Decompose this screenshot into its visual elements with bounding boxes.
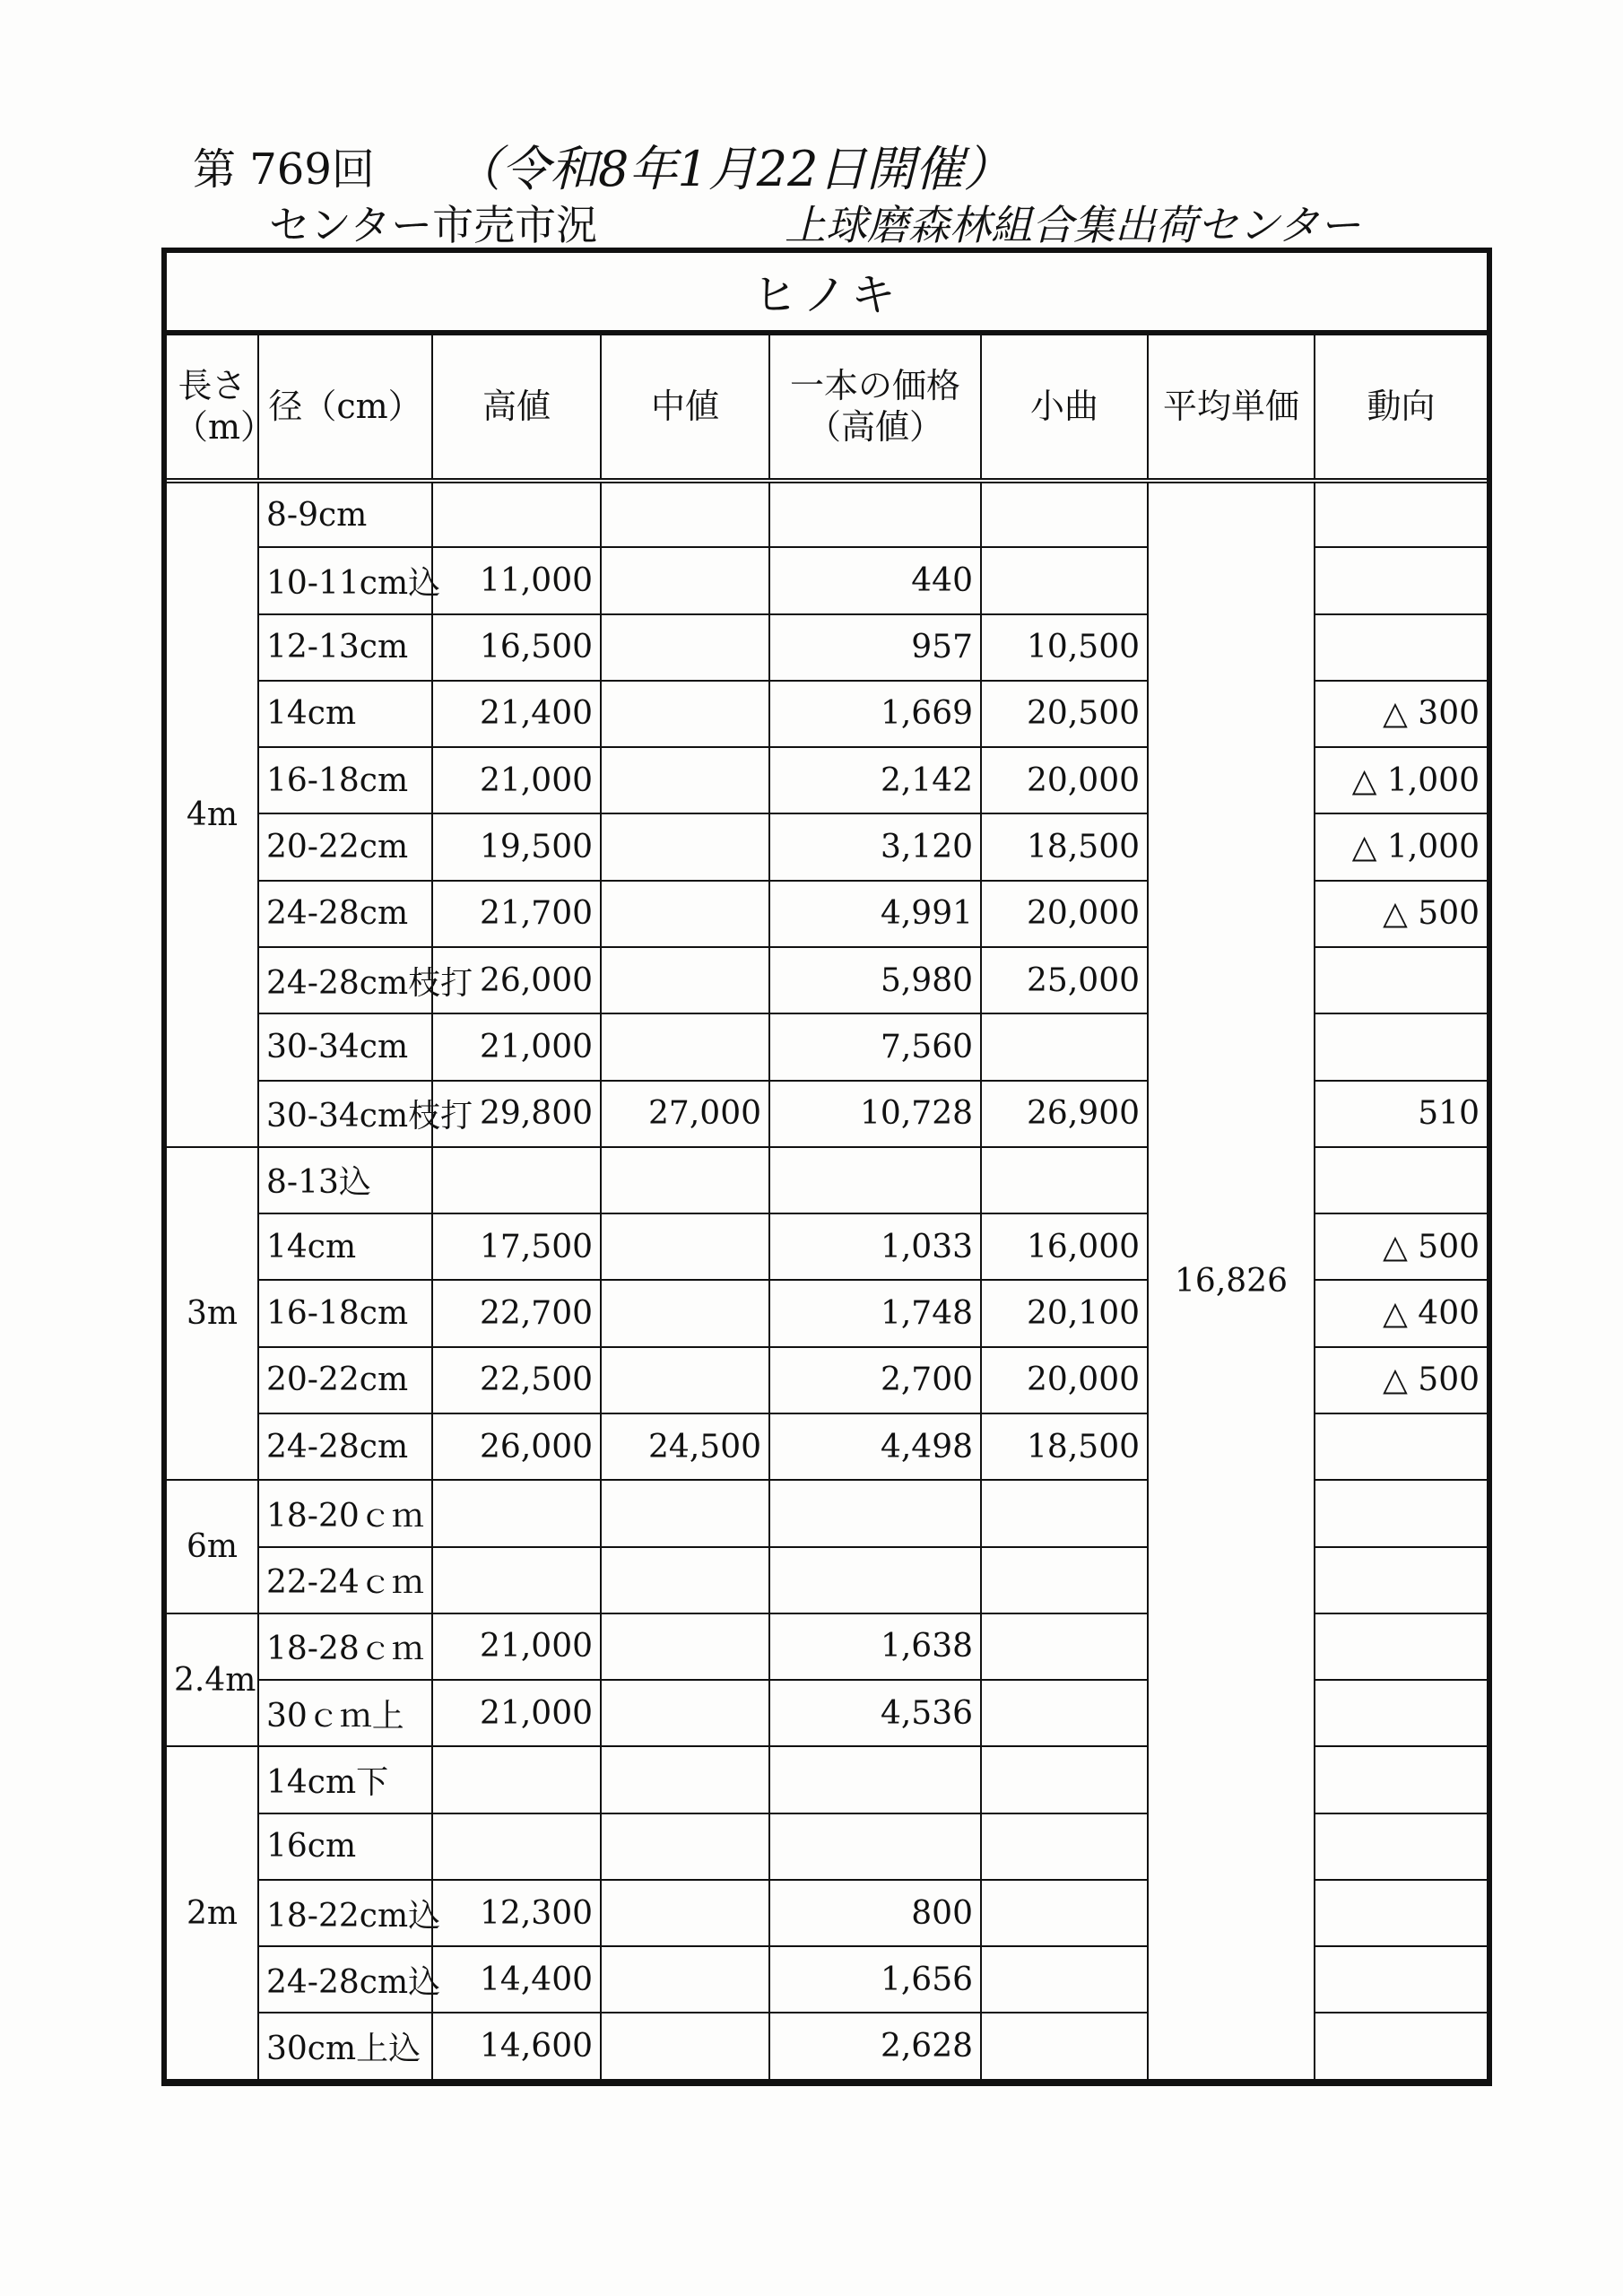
high-price-cell <box>432 1547 601 1613</box>
trend-cell <box>1315 1413 1487 1480</box>
small-bend-price-cell <box>981 1746 1148 1813</box>
mid-price-cell <box>601 1213 769 1280</box>
diameter-cell: 12-13cm <box>258 614 432 681</box>
diameter-cell: 30ｃｍ上 <box>258 1680 432 1746</box>
diameter-cell: 14cm下 <box>258 1746 432 1813</box>
diameter-cell: 24-28cm込 <box>258 1946 432 2013</box>
high-price-cell: 22,500 <box>432 1347 601 1413</box>
diameter-cell: 30-34cm枝打 <box>258 1081 432 1147</box>
trend-cell <box>1315 1147 1487 1213</box>
diameter-cell: 16-18cm <box>258 747 432 813</box>
diameter-cell: 10-11cm込 <box>258 547 432 613</box>
per-piece-price-cell: 1,033 <box>769 1213 981 1280</box>
col-header-length-line2: （m） <box>174 406 275 447</box>
high-price-cell: 19,500 <box>432 813 601 880</box>
trend-cell <box>1315 1547 1487 1613</box>
mid-price-cell <box>601 947 769 1013</box>
high-price-cell: 21,400 <box>432 681 601 747</box>
per-piece-price-cell <box>769 1480 981 1546</box>
diameter-cell: 24-28cm枝打 <box>258 947 432 1013</box>
length-cell: 3m <box>167 1147 258 1480</box>
high-price-cell <box>432 1147 601 1213</box>
trend-cell: △ 400 <box>1315 1280 1487 1346</box>
per-piece-price-cell: 800 <box>769 1880 981 1946</box>
report-title: センター市売市況 <box>269 201 598 249</box>
diameter-cell: 18-22cm込 <box>258 1880 432 1946</box>
high-price-cell: 21,000 <box>432 1013 601 1080</box>
col-header-avg-unit: 平均単価 <box>1148 335 1315 481</box>
small-bend-price-cell: 20,000 <box>981 747 1148 813</box>
mid-price-cell: 24,500 <box>601 1413 769 1480</box>
small-bend-price-cell: 25,000 <box>981 947 1148 1013</box>
small-bend-price-cell: 10,500 <box>981 614 1148 681</box>
average-unit-price-cell: 16,826 <box>1148 481 1315 2080</box>
length-cell: 4m <box>167 481 258 1147</box>
diameter-cell: 14cm <box>258 681 432 747</box>
trend-cell <box>1315 614 1487 681</box>
small-bend-price-cell <box>981 1946 1148 2013</box>
mid-price-cell <box>601 1880 769 1946</box>
mid-price-cell <box>601 1746 769 1813</box>
per-piece-price-cell: 440 <box>769 547 981 613</box>
col-header-trend: 動向 <box>1315 335 1487 481</box>
per-piece-price-cell <box>769 1813 981 1880</box>
col-header-length <box>167 335 275 481</box>
diameter-cell: 20-22cm <box>258 1347 432 1413</box>
high-price-cell <box>432 1746 601 1813</box>
diameter-cell: 8-9cm <box>258 481 432 547</box>
small-bend-price-cell: 16,000 <box>981 1213 1148 1280</box>
high-price-cell: 22,700 <box>432 1280 601 1346</box>
mid-price-cell <box>601 1480 769 1546</box>
price-table <box>167 335 1487 2081</box>
high-price-cell: 16,500 <box>432 614 601 681</box>
session-number: 第 769回 <box>193 144 375 195</box>
per-piece-price-cell: 4,991 <box>769 881 981 947</box>
per-piece-price-cell <box>769 1547 981 1613</box>
table-row <box>167 481 1487 547</box>
col-header-small-bend: 小曲 <box>981 335 1148 481</box>
organization-name: 上球磨森林組合集出荷センター <box>785 201 1361 249</box>
price-sheet <box>161 248 1492 2086</box>
mid-price-cell <box>601 1013 769 1080</box>
high-price-cell: 14,400 <box>432 1946 601 2013</box>
per-piece-price-cell: 1,669 <box>769 681 981 747</box>
per-piece-price-cell <box>769 481 981 547</box>
mid-price-cell <box>601 547 769 613</box>
session-date: （令和8年1月22日開催） <box>453 141 1012 197</box>
mid-price-cell <box>601 681 769 747</box>
per-piece-price-cell: 2,142 <box>769 747 981 813</box>
diameter-cell: 8-13込 <box>258 1147 432 1213</box>
mid-price-cell <box>601 1946 769 2013</box>
per-piece-price-cell: 2,700 <box>769 1347 981 1413</box>
small-bend-price-cell <box>981 1147 1148 1213</box>
mid-price-cell <box>601 881 769 947</box>
species-title: ヒノキ <box>167 253 1487 335</box>
small-bend-price-cell <box>981 1613 1148 1680</box>
mid-price-cell <box>601 1347 769 1413</box>
high-price-cell: 26,000 <box>432 947 601 1013</box>
high-price-cell: 29,800 <box>432 1081 601 1147</box>
trend-cell <box>1315 1480 1487 1546</box>
small-bend-price-cell: 18,500 <box>981 813 1148 880</box>
mid-price-cell: 27,000 <box>601 1081 769 1147</box>
mid-price-cell <box>601 1147 769 1213</box>
trend-cell: △ 500 <box>1315 1213 1487 1280</box>
trend-cell <box>1315 547 1487 613</box>
col-header-mid: 中値 <box>601 335 769 481</box>
small-bend-price-cell <box>981 1480 1148 1546</box>
col-header-diameter: 径（cm） <box>258 335 432 481</box>
per-piece-price-cell: 1,748 <box>769 1280 981 1346</box>
diameter-cell: 20-22cm <box>258 813 432 880</box>
col-header-per-piece <box>769 335 981 481</box>
small-bend-price-cell: 20,000 <box>981 1347 1148 1413</box>
diameter-cell: 24-28cm <box>258 1413 432 1480</box>
small-bend-price-cell: 20,100 <box>981 1280 1148 1346</box>
trend-cell <box>1315 1880 1487 1946</box>
length-cell: 2m <box>167 1746 258 2080</box>
high-price-cell: 21,000 <box>432 1613 601 1680</box>
small-bend-price-cell <box>981 1880 1148 1946</box>
small-bend-price-cell <box>981 1013 1148 1080</box>
high-price-cell: 17,500 <box>432 1213 601 1280</box>
col-header-per-piece-line2: （高値） <box>806 406 943 447</box>
high-price-cell: 12,300 <box>432 1880 601 1946</box>
high-price-cell: 21,000 <box>432 1680 601 1746</box>
small-bend-price-cell: 20,000 <box>981 881 1148 947</box>
per-piece-price-cell: 4,498 <box>769 1413 981 1480</box>
mid-price-cell <box>601 1280 769 1346</box>
per-piece-price-cell: 5,980 <box>769 947 981 1013</box>
small-bend-price-cell <box>981 481 1148 547</box>
high-price-cell: 21,700 <box>432 881 601 947</box>
high-price-cell <box>432 1480 601 1546</box>
small-bend-price-cell <box>981 1680 1148 1746</box>
small-bend-price-cell <box>981 2013 1148 2080</box>
high-price-cell: 26,000 <box>432 1413 601 1480</box>
trend-cell: △ 300 <box>1315 681 1487 747</box>
per-piece-price-cell: 1,656 <box>769 1946 981 2013</box>
small-bend-price-cell: 26,900 <box>981 1081 1148 1147</box>
col-header-length-line1: 長さ <box>178 365 247 405</box>
per-piece-price-cell: 957 <box>769 614 981 681</box>
high-price-cell <box>432 1813 601 1880</box>
trend-cell: △ 1,000 <box>1315 747 1487 813</box>
mid-price-cell <box>601 1613 769 1680</box>
per-piece-price-cell: 7,560 <box>769 1013 981 1080</box>
trend-cell <box>1315 2013 1487 2080</box>
trend-cell <box>1315 947 1487 1013</box>
trend-cell <box>1315 1813 1487 1880</box>
small-bend-price-cell <box>981 547 1148 613</box>
diameter-cell: 24-28cm <box>258 881 432 947</box>
trend-cell <box>1315 1013 1487 1080</box>
trend-cell <box>1315 1746 1487 1813</box>
mid-price-cell <box>601 813 769 880</box>
per-piece-price-cell: 2,628 <box>769 2013 981 2080</box>
per-piece-price-cell <box>769 1147 981 1213</box>
small-bend-price-cell: 18,500 <box>981 1413 1148 1480</box>
mid-price-cell <box>601 747 769 813</box>
small-bend-price-cell <box>981 1547 1148 1613</box>
trend-cell: △ 1,000 <box>1315 813 1487 880</box>
mid-price-cell <box>601 481 769 547</box>
diameter-cell: 18-20ｃｍ <box>258 1480 432 1546</box>
mid-price-cell <box>601 1680 769 1746</box>
diameter-cell: 14cm <box>258 1213 432 1280</box>
trend-cell <box>1315 1946 1487 2013</box>
length-cell: 2.4m <box>167 1613 258 1747</box>
per-piece-price-cell: 3,120 <box>769 813 981 880</box>
table-body <box>167 481 1487 2080</box>
per-piece-price-cell: 4,536 <box>769 1680 981 1746</box>
diameter-cell: 22-24ｃｍ <box>258 1547 432 1613</box>
small-bend-price-cell: 20,500 <box>981 681 1148 747</box>
small-bend-price-cell <box>981 1813 1148 1880</box>
col-header-per-piece-line1: 一本の価格 <box>789 365 960 405</box>
mid-price-cell <box>601 2013 769 2080</box>
diameter-cell: 30cm上込 <box>258 2013 432 2080</box>
high-price-cell: 11,000 <box>432 547 601 613</box>
col-header-high: 高値 <box>432 335 601 481</box>
per-piece-price-cell: 10,728 <box>769 1081 981 1147</box>
trend-cell <box>1315 1680 1487 1746</box>
table-header-row <box>167 335 1487 481</box>
diameter-cell: 16-18cm <box>258 1280 432 1346</box>
diameter-cell: 30-34cm <box>258 1013 432 1080</box>
trend-cell: △ 500 <box>1315 881 1487 947</box>
mid-price-cell <box>601 1547 769 1613</box>
diameter-cell: 18-28ｃｍ <box>258 1613 432 1680</box>
high-price-cell: 14,600 <box>432 2013 601 2080</box>
high-price-cell: 21,000 <box>432 747 601 813</box>
per-piece-price-cell <box>769 1746 981 1813</box>
trend-cell: 510 <box>1315 1081 1487 1147</box>
trend-cell <box>1315 1613 1487 1680</box>
diameter-cell: 16cm <box>258 1813 432 1880</box>
mid-price-cell <box>601 614 769 681</box>
mid-price-cell <box>601 1813 769 1880</box>
length-cell: 6m <box>167 1480 258 1613</box>
per-piece-price-cell: 1,638 <box>769 1613 981 1680</box>
high-price-cell <box>432 481 601 547</box>
trend-cell <box>1315 481 1487 547</box>
trend-cell: △ 500 <box>1315 1347 1487 1413</box>
